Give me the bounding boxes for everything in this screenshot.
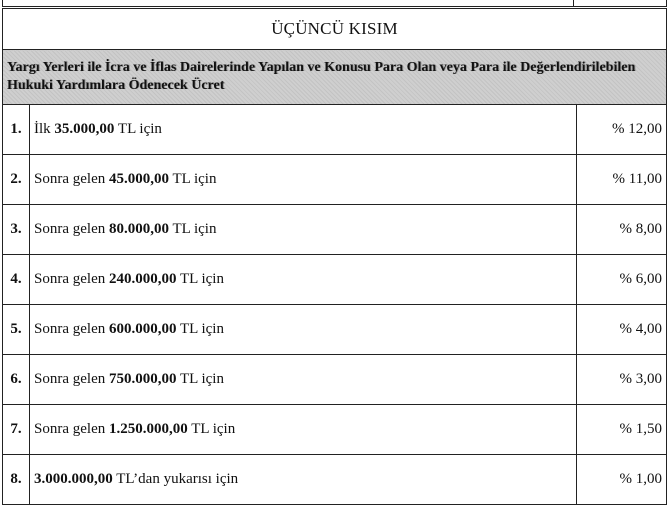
table-row: [3, 355, 667, 405]
row-amount: 750.000,00: [108, 371, 177, 387]
row-amount: 80.000,00: [108, 221, 169, 237]
row-suffix: TL için: [176, 271, 224, 287]
row-amount: 240.000,00: [108, 271, 177, 287]
row-suffix: TL için: [176, 321, 224, 337]
row-rate: % 3,00: [576, 355, 666, 405]
row-prefix: Sonra gelen: [34, 421, 109, 437]
row-amount: 600.000,00: [108, 321, 177, 337]
row-number: 6.: [3, 355, 30, 405]
table-row: [3, 105, 667, 155]
row-description: [30, 305, 577, 355]
row-prefix: Sonra gelen: [34, 321, 109, 337]
table-row: [3, 155, 667, 205]
row-description: [30, 255, 577, 305]
row-prefix: İlk: [34, 121, 55, 137]
row-suffix: TL için: [114, 121, 162, 137]
row-suffix: TL için: [168, 221, 217, 237]
row-rate: % 4,00: [576, 305, 666, 355]
previous-table-column-divider: [573, 0, 574, 6]
row-description: [30, 455, 577, 505]
row-rate: % 11,00: [576, 155, 666, 205]
row-suffix: TL’dan yukarısı için: [112, 471, 239, 487]
table-row: [3, 305, 667, 355]
row-suffix: TL için: [168, 171, 217, 187]
row-number: 1.: [3, 105, 30, 155]
row-number: 7.: [3, 405, 30, 455]
fee-schedule-document: [2, 0, 667, 500]
row-number: 4.: [3, 255, 30, 305]
row-description: [30, 205, 577, 255]
row-amount: 1.250.000,00: [108, 421, 188, 437]
row-suffix: TL için: [176, 371, 224, 387]
table-row: [3, 255, 667, 305]
row-prefix: Sonra gelen: [34, 271, 109, 287]
row-number: 5.: [3, 305, 30, 355]
row-rate: % 12,00: [576, 105, 666, 155]
row-suffix: TL için: [187, 421, 236, 437]
row-prefix: Sonra gelen: [34, 371, 109, 387]
previous-table-edge: [2, 0, 667, 7]
row-description: [30, 155, 577, 205]
row-amount: 45.000,00: [108, 171, 169, 187]
row-prefix: Sonra gelen: [34, 221, 109, 237]
row-rate: % 1,00: [576, 455, 666, 505]
row-description: [30, 105, 577, 155]
row-number: 8.: [3, 455, 30, 505]
row-amount: 35.000,00: [54, 121, 115, 137]
row-description: [30, 405, 577, 455]
row-number: 3.: [3, 205, 30, 255]
section-title: ÜÇÜNCÜ KISIM: [3, 9, 667, 50]
fee-schedule-table: [2, 8, 667, 505]
row-rate: % 8,00: [576, 205, 666, 255]
row-rate: % 6,00: [576, 255, 666, 305]
table-row: [3, 205, 667, 255]
table-row: [3, 455, 667, 505]
row-amount: 3.000.000,00: [34, 471, 113, 487]
row-number: 2.: [3, 155, 30, 205]
section-header: Yargı Yerleri ile İcra ve İflas Dairelerinde Yapılan ve Konusu Para Olan veya Para ile Değerlendirilebilen Hukuki Yardımlara Ödenecek Ücret: [3, 50, 667, 105]
row-prefix: Sonra gelen: [34, 171, 109, 187]
row-rate: % 1,50: [576, 405, 666, 455]
row-description: [30, 355, 577, 405]
table-row: [3, 405, 667, 455]
